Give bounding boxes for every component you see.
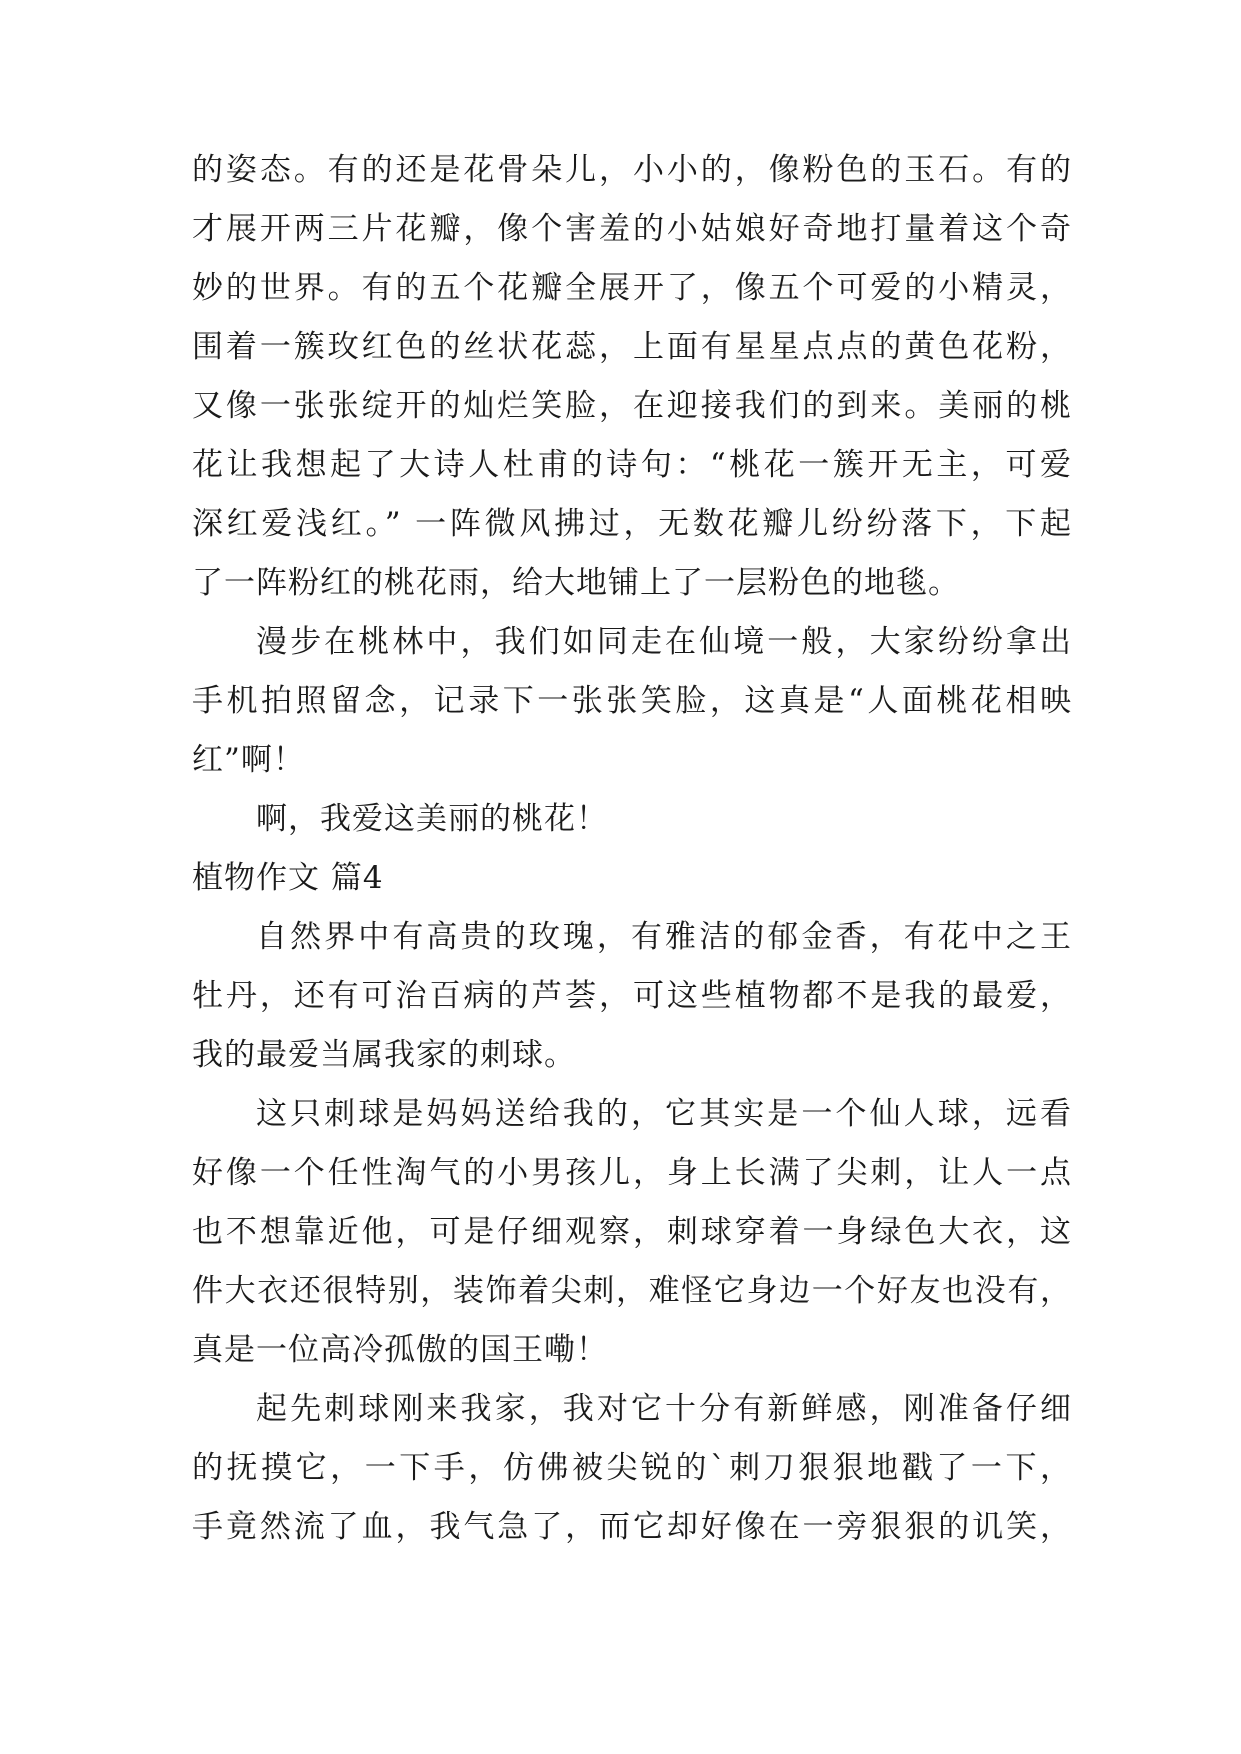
text-line: 红”啊！ <box>192 742 305 778</box>
text-line: 才展开两三片花瓣，像个害羞的小姑娘好奇地打量着这个奇 <box>192 211 1072 247</box>
text-line: 又像一张张绽开的灿烂笑脸，在迎接我们的到来。美丽的桃 <box>192 388 1072 424</box>
section-heading: 植物作文 篇4 <box>192 860 384 896</box>
text-line: 牡丹，还有可治百病的芦荟，可这些植物都不是我的最爱， <box>192 978 1072 1014</box>
text-line: 手竟然流了血，我气急了，而它却好像在一旁狠狠的讥笑， <box>192 1509 1072 1545</box>
text-line: 手机拍照留念，记录下一张张笑脸，这真是“人面桃花相映 <box>192 683 1072 719</box>
text-line: 自然界中有高贵的玫瑰，有雅洁的郁金香，有花中之王 <box>256 919 1072 955</box>
text-line: 了一阵粉红的桃花雨，给大地铺上了一层粉色的地毯。 <box>192 565 960 601</box>
text-line: 好像一个任性淘气的小男孩儿，身上长满了尖刺，让人一点 <box>192 1155 1072 1191</box>
text-line: 也不想靠近他，可是仔细观察，刺球穿着一身绿色大衣，这 <box>192 1214 1072 1250</box>
text-line: 的姿态。有的还是花骨朵儿，小小的，像粉色的玉石。有的 <box>192 152 1072 188</box>
text-line: 的抚摸它，一下手，仿佛被尖锐的`刺刀狠狠地戳了一下， <box>192 1450 1072 1486</box>
text-line: 件大衣还很特别，装饰着尖刺，难怪它身边一个好友也没有， <box>192 1273 1072 1309</box>
text-line: 啊，我爱这美丽的桃花！ <box>256 801 608 837</box>
text-line: 深红爱浅红。” 一阵微风拂过，无数花瓣儿纷纷落下，下起 <box>192 506 1072 542</box>
text-line: 漫步在桃林中，我们如同走在仙境一般，大家纷纷拿出 <box>256 624 1072 660</box>
text-line: 围着一簇玫红色的丝状花蕊，上面有星星点点的黄色花粉， <box>192 329 1072 365</box>
text-line: 真是一位高冷孤傲的国王嘞！ <box>192 1332 608 1368</box>
text-line: 花让我想起了大诗人杜甫的诗句：“桃花一簇开无主，可爱 <box>192 447 1072 483</box>
text-line: 这只刺球是妈妈送给我的，它其实是一个仙人球，远看 <box>256 1096 1072 1132</box>
text-line: 起先刺球刚来我家，我对它十分有新鲜感，刚准备仔细 <box>256 1391 1072 1427</box>
text-line: 我的最爱当属我家的刺球。 <box>192 1037 576 1073</box>
text-line: 妙的世界。有的五个花瓣全展开了，像五个可爱的小精灵， <box>192 270 1072 306</box>
